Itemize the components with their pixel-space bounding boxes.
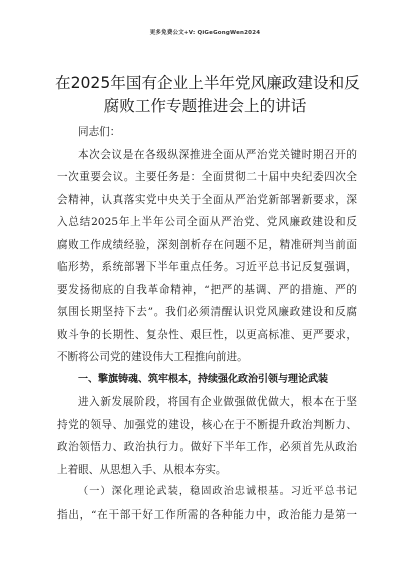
- body-line: 腐败工作成绩经验，深刻剖析存在问题不足，精准研判当前面: [57, 238, 357, 251]
- body-line: 上着眼、从思想入手、从根本夯实。: [57, 463, 227, 476]
- salutation: 同志们：: [78, 126, 121, 138]
- document-title: [55, 72, 360, 118]
- body-line: 要发扬彻底的自我革命精神，“把严的基调、严的措施、严的: [57, 283, 357, 296]
- title-line-1: 在2025年国有企业上半年党风廉政建设和反: [55, 74, 360, 92]
- body-line: 一次重要会议。主要任务是：全面贯彻二十届中央纪委四次全: [57, 171, 357, 183]
- body-line: 本次会议是在各级纵深推进全面从严治党关键时期召开的: [78, 148, 357, 161]
- body-line: 不断将公司党的建设伟大工程推向前进。: [57, 351, 248, 363]
- body-line: 进入新发展阶段，将国有企业做强做优做大，根本在于坚: [78, 396, 357, 408]
- page-header: 更多免费公文+V: QiGeGongWen2024: [149, 30, 261, 36]
- body-line: 临形势，系统部署下半年重点任务。习近平总书记反复强调，: [57, 261, 357, 273]
- body-line: 会精神，认真落实党中央关于全面从严治党新部署新要求，深: [57, 193, 357, 206]
- title-line-2: 腐败工作专题推进会上的讲话: [103, 97, 307, 115]
- document-body: [57, 121, 357, 526]
- body-line: 指出，“在干部干好工作所需的各种能力中，政治能力是第一: [57, 508, 357, 521]
- body-line: 持党的领导、加强党的建设，核心在于不断提升政治判断力、: [57, 418, 357, 431]
- section-heading: 一、擎旗铸魂、筑牢根本，持续强化政治引领与理论武装: [78, 373, 328, 385]
- body-line: 政治领悟力、政治执行力。做好下半年工作，必须首先从政治: [57, 441, 357, 453]
- body-line: 入总结2025年上半年公司全面从严治党、党风廉政建设和反: [57, 216, 357, 228]
- subsection-line: （一）深化理论武装，稳固政治忠诚根基。习近平总书记: [78, 486, 357, 497]
- body-line: 氛围长期坚持下去”。我们必须清醒认识党风廉政建设和反腐: [57, 306, 357, 318]
- body-line: 败斗争的长期性、复杂性、艰巨性，以更高标准、更严要求，: [57, 328, 357, 341]
